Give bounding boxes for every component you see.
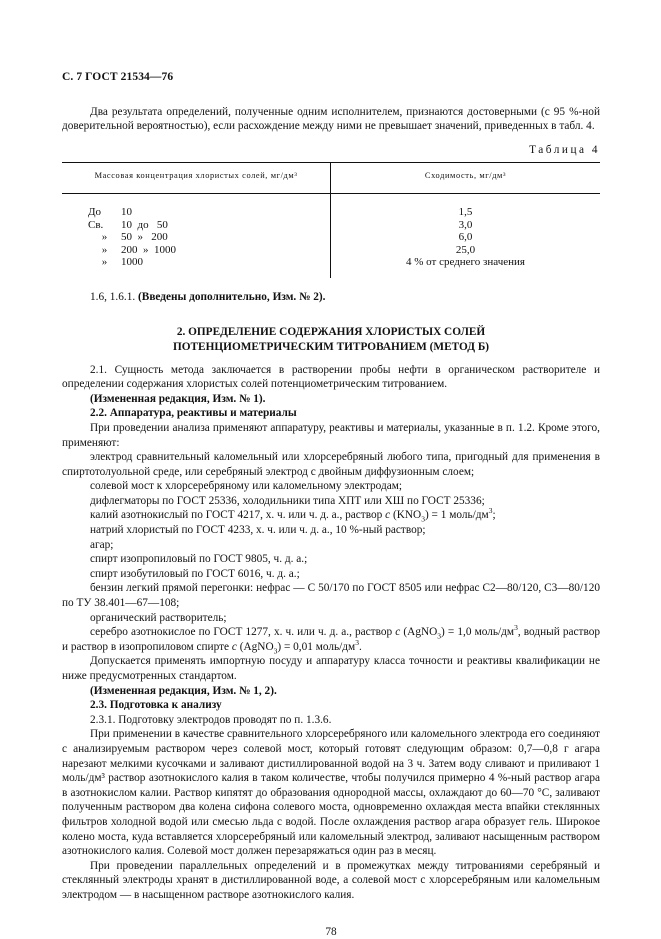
list-item: спирт изобутиловый по ГОСТ 6016, ч. д. а.;	[62, 567, 600, 582]
amendment-note: (Измененная редакция, Изм. № 1, 2).	[62, 684, 600, 699]
table-row: » 50 » 200 6,0	[62, 231, 600, 244]
page-header: С. 7 ГОСТ 21534—76	[62, 70, 600, 85]
table-header-concentration: Массовая концентрация хлористых солей, мг/дм³	[62, 163, 331, 194]
intro-paragraph: Два результата определений, полученные одним исполнителем, признаются достоверными (с 95 %-ной доверительной вероятностью), если расхождение между ними не превышает значений, приведенных в табл. 4.	[62, 105, 600, 134]
paragraph-parallel: При проведении параллельных определений и в промежутках между титрованиями серебряный и стеклянный электроды хранят в дистиллированной воде, а солевой мост с хлорсеребряным или каломельным электродом — в насыщенном растворе азотнокислого калия.	[62, 859, 600, 903]
page-number: 78	[62, 925, 600, 939]
paragraph-salt-bridge: При применении в качестве сравнительного хлорсеребряного или каломельного электрода его соединяют с анализируемым раствором через солевой мост, который готовят следующим образом: 0,7—0,8 г агара нарезают мелкими кусочками и заливают дистиллированной водой на 3 ч. Затем воду сливают и приливают 1 моль/дм³ раствор азотнокислого калия в таком количестве, чтобы получился примерно 4 %-ный раствор агара в азотнокислом калии. Раствор кипятят до образования однородной массы, охлаждают до 60—70 °С, заливают полученным раствором два колена сифона солевого моста, одновременно охлаждая места впайки стеклянных фильтров холодной водой или смесью льда с водой. После охлаждения раствор агара образует гель. Широкое колено моста, куда вставляется хлорсеребряный или каломельный электрод, заливают насыщенным раствором азотнокислого калия. Солевой мост должен перезаряжаться один раз в месяц.	[62, 727, 600, 858]
amendment-note: 1.6, 1.6.1. (Введены дополнительно, Изм. № 2).	[62, 290, 600, 305]
document-page	[62, 70, 600, 939]
list-item: агар;	[62, 538, 600, 553]
table-row: До 10 1,5	[62, 193, 600, 218]
paragraph-2-3-1: 2.3.1. Подготовку электродов проводят по п. 1.3.6.	[62, 713, 600, 728]
table-row: » 200 » 1000 25,0	[62, 244, 600, 257]
table-caption: Таблица 4	[62, 143, 600, 158]
table-row: Св. 10 до 50 3,0	[62, 219, 600, 232]
list-item: бензин легкий прямой перегонки: нефрас — С 50/170 по ГОСТ 8505 или нефрас С2—80/120, С3—80/120 по ТУ 38.401—67—108;	[62, 581, 600, 610]
table-4	[62, 162, 600, 278]
table-header-repeatability: Сходимость, мг/дм³	[331, 163, 601, 194]
list-item: дифлегматоры по ГОСТ 25336, холодильники типа ХПТ или ХШ по ГОСТ 25336;	[62, 494, 600, 509]
list-item: органический растворитель;	[62, 611, 600, 626]
paragraph-2-1: 2.1. Сущность метода заключается в растворении пробы нефти в органическом растворителе и определении содержания хлористых солей потенциометрическим титрованием.	[62, 363, 600, 392]
amendment-note: (Измененная редакция, Изм. № 1).	[62, 392, 600, 407]
list-item: натрий хлористый по ГОСТ 4233, х. ч. или ч. д. а., 10 %-ный раствор;	[62, 523, 600, 538]
list-item: калий азотнокислый по ГОСТ 4217, х. ч. или ч. д. а., раствор c $(KNO_3) = 1$ моль/$дм^3$;	[62, 508, 600, 523]
paragraph-import: Допускается применять импортную посуду и аппаратуру класса точности и реактивы квалификации не ниже предусмотренных стандартом.	[62, 654, 600, 683]
list-item: спирт изопропиловый по ГОСТ 9805, ч. д. а.;	[62, 552, 600, 567]
section-title: 2. ОПРЕДЕЛЕНИЕ СОДЕРЖАНИЯ ХЛОРИСТЫХ СОЛЕЙ ПОТЕНЦИОМЕТРИЧЕСКИМ ТИТРОВАНИЕМ (МЕТОД Б)	[62, 325, 600, 355]
list-item: серебро азотнокислое по ГОСТ 1277, х. ч. или ч. д. а., раствор c (AgNO$_3$) = 1,0 моль/$дм^3$, водный раствор и раствор в изопропиловом спирте c (AgNO$_3$) = 0,01 моль/$дм^3$.	[62, 625, 600, 654]
list-item: электрод сравнительный каломельный или хлорсеребряный любого типа, пригодный для применения в спиртотолуольной среде, или серебряный электрод с двойным диффузионным слоем;	[62, 450, 600, 479]
paragraph-2-2-intro: При проведении анализа применяют аппаратуру, реактивы и материалы, указанные в п. 1.2. Кроме этого, применяют:	[62, 421, 600, 450]
list-item: солевой мост к хлорсеребряному или каломельному электродам;	[62, 479, 600, 494]
subsection-title: 2.2. Аппаратура, реактивы и материалы	[62, 406, 600, 421]
table-row: » 1000 4 % от среднего значения	[62, 256, 600, 278]
subsection-title: 2.3. Подготовка к анализу	[62, 698, 600, 713]
